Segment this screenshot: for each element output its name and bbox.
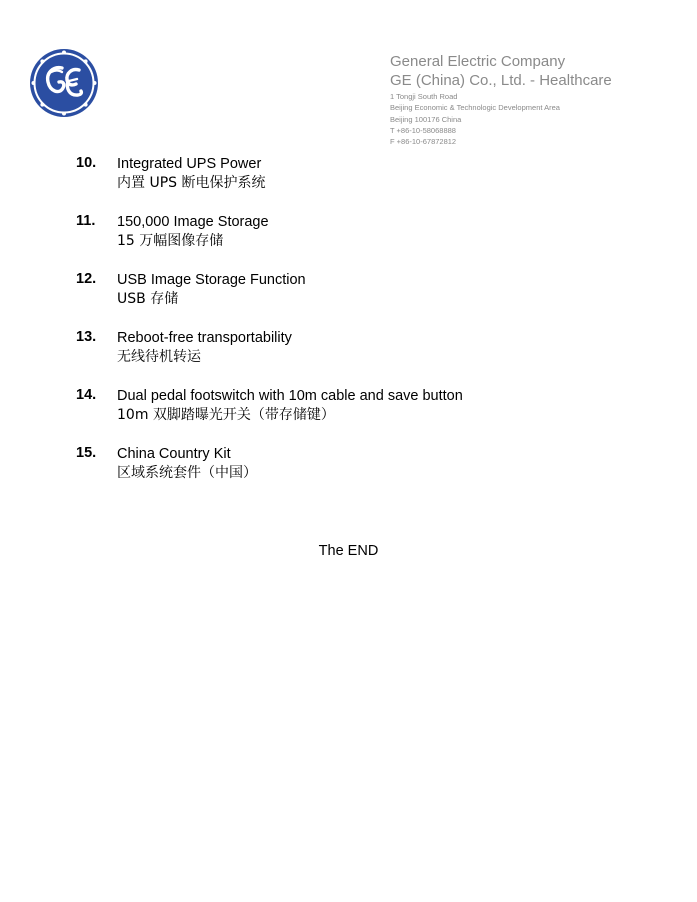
item-number: 12. xyxy=(76,271,97,287)
item-english: Reboot-free transportability xyxy=(117,330,292,346)
item-number: 13. xyxy=(76,329,97,345)
list-item xyxy=(76,154,676,194)
company-header xyxy=(390,52,612,147)
item-chinese: 无线待机转运 xyxy=(117,349,201,365)
ge-monogram-icon xyxy=(29,48,99,118)
item-chinese: 内置 UPS 断电保护系统 xyxy=(117,175,266,191)
item-number: 15. xyxy=(76,445,97,461)
company-name: General Electric Company xyxy=(390,53,566,70)
item-chinese: USB 存储 xyxy=(117,291,179,307)
list-item xyxy=(76,212,676,252)
item-english: Integrated UPS Power xyxy=(117,156,262,172)
list-item xyxy=(76,270,676,310)
ge-logo xyxy=(29,48,99,118)
item-number: 11. xyxy=(76,213,96,229)
list-item xyxy=(76,328,676,368)
company-address xyxy=(390,91,612,147)
item-chinese: 区域系统套件（中国） xyxy=(117,465,257,481)
item-chinese: 10m 双脚踏曝光开关（带存储键） xyxy=(117,407,335,423)
list-item xyxy=(76,386,676,426)
item-english: China Country Kit xyxy=(117,446,231,462)
document-end-marker: The END xyxy=(318,543,379,559)
item-chinese: 15 万幅图像存储 xyxy=(117,233,224,249)
phone-line: T +86-10-58068888 xyxy=(390,125,456,135)
fax-line: F +86-10-67872812 xyxy=(390,137,457,147)
company-division: GE (China) Co., Ltd. - Healthcare xyxy=(390,72,612,89)
item-english: 150,000 Image Storage xyxy=(117,214,269,230)
address-line: Beijing 100176 China xyxy=(390,114,462,124)
item-english: USB Image Storage Function xyxy=(117,272,306,288)
list-item xyxy=(76,444,676,484)
address-line: Beijing Economic & Technologic Development Area xyxy=(390,103,560,113)
item-number: 10. xyxy=(76,155,97,171)
address-line: 1 Tongji South Road xyxy=(390,92,458,101)
item-number: 14. xyxy=(76,387,97,403)
item-english: Dual pedal footswitch with 10m cable and save button xyxy=(117,388,463,404)
